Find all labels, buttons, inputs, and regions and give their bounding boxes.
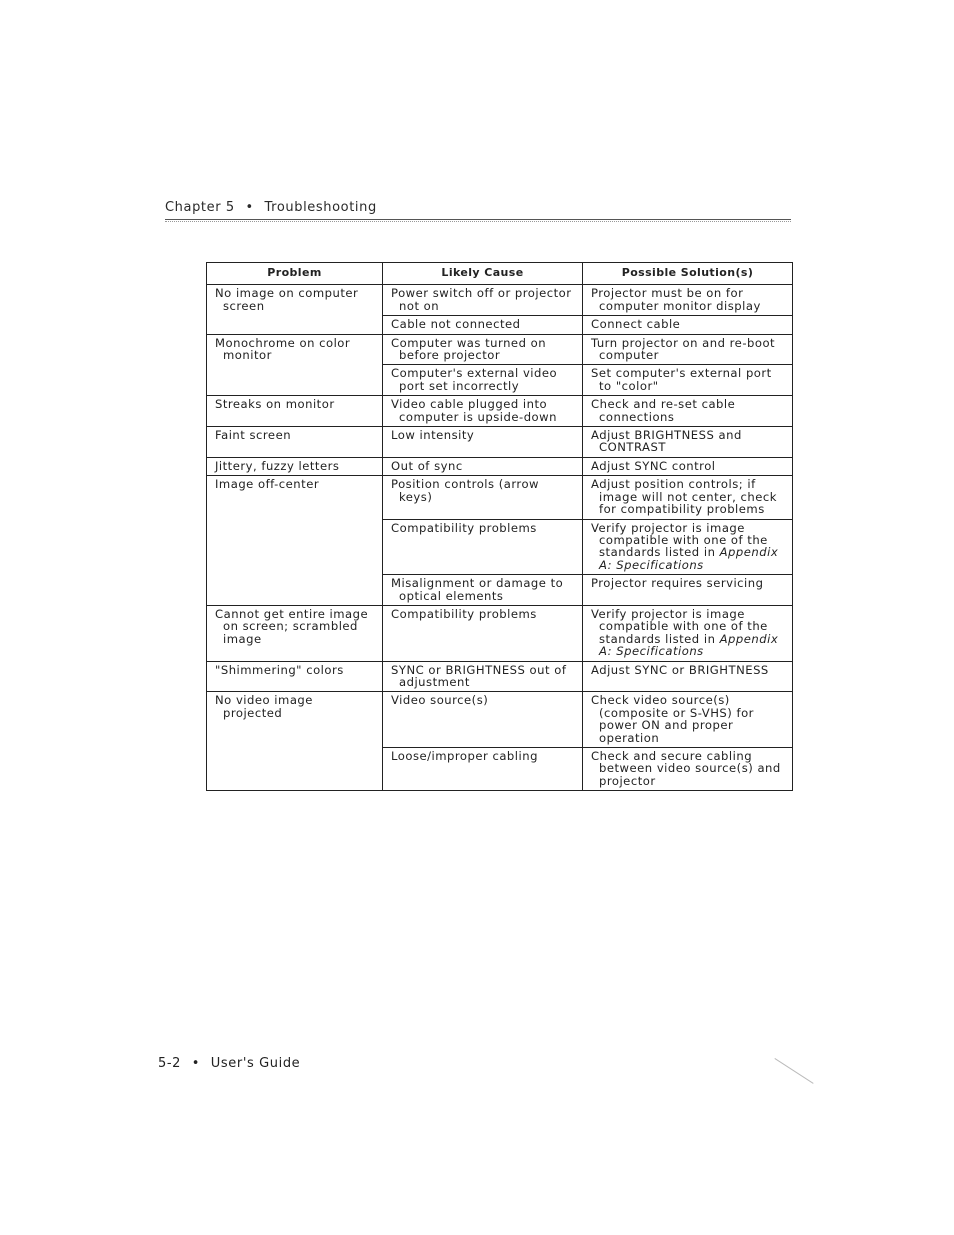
problem-text: Streaks on monitor — [215, 397, 335, 412]
table-row — [207, 661, 793, 692]
cause-text: Video source(s) — [391, 693, 489, 708]
problem-cell — [207, 575, 383, 606]
page-header — [165, 200, 791, 215]
solution-cell — [583, 575, 793, 606]
cause-text: Power switch off or projector not on — [391, 286, 572, 313]
page-number: 5-2 — [158, 1056, 182, 1071]
solution-text: Turn projector on and re-boot computer — [591, 335, 776, 363]
scan-mark — [774, 1058, 814, 1085]
solution-block — [591, 318, 786, 330]
page-footer — [158, 1056, 300, 1071]
cause-text: Position controls (arrow keys) — [391, 477, 540, 504]
cause-text: Loose/improper cabling — [391, 749, 538, 763]
cause-cell — [383, 519, 583, 575]
cause-text: Compatibility problems — [391, 520, 537, 535]
column-header-likely-cause: Likely Cause — [383, 263, 583, 285]
solution-reference: Appendix A: Specifications — [599, 631, 779, 659]
problem-text: Jittery, fuzzy letters — [215, 458, 340, 473]
problem-cell — [207, 661, 383, 692]
cause-text: Compatibility problems — [391, 606, 537, 621]
table-row — [207, 748, 793, 791]
problem-text: Image off-center — [215, 477, 320, 492]
table-row — [207, 316, 793, 334]
cause-cell — [383, 748, 583, 791]
solution-block — [591, 429, 786, 454]
table-row — [207, 575, 793, 606]
header-rule — [165, 219, 791, 220]
solution-cell — [583, 457, 793, 475]
table-row — [207, 285, 793, 316]
table-row — [207, 605, 793, 661]
solution-text: Adjust SYNC control — [591, 458, 716, 473]
cause-text: Misalignment or damage to optical elements — [391, 576, 564, 603]
solution-cell — [583, 476, 793, 519]
solution-block — [591, 367, 786, 392]
solution-block — [591, 577, 786, 589]
solution-block — [591, 460, 786, 472]
solution-text: Adjust SYNC or BRIGHTNESS — [591, 662, 769, 677]
troubleshooting-table — [206, 262, 793, 791]
solution-block — [591, 664, 786, 676]
cause-cell — [383, 316, 583, 334]
table-row — [207, 457, 793, 475]
section-label: Troubleshooting — [264, 200, 377, 215]
solution-text: Check and secure cabling between video source(s) and projector — [591, 749, 781, 788]
solution-text: Projector must be on for computer monitor display — [591, 286, 761, 313]
cause-cell — [383, 692, 583, 748]
table-row — [207, 427, 793, 458]
solution-block — [591, 398, 786, 423]
cause-cell — [383, 396, 583, 427]
problem-cell — [207, 285, 383, 316]
table-row — [207, 476, 793, 519]
solution-text: Connect cable — [591, 317, 681, 332]
header-bullet: • — [245, 200, 254, 215]
troubleshooting-table-container — [206, 262, 792, 791]
problem-cell — [207, 316, 383, 334]
cause-text: Low intensity — [391, 428, 475, 443]
problem-cell — [207, 457, 383, 475]
solution-block — [591, 287, 786, 312]
problem-cell — [207, 692, 383, 748]
solution-cell — [583, 365, 793, 396]
problem-cell — [207, 476, 383, 519]
solution-cell — [583, 748, 793, 791]
solution-cell — [583, 427, 793, 458]
problem-cell — [207, 365, 383, 396]
problem-cell — [207, 334, 383, 365]
cause-cell — [383, 476, 583, 519]
problem-text: Monochrome on color monitor — [215, 335, 351, 363]
column-header-problem: Problem — [207, 263, 383, 285]
cause-cell — [383, 457, 583, 475]
problem-cell — [207, 605, 383, 661]
chapter-label: Chapter 5 — [165, 200, 235, 215]
solution-block — [591, 608, 786, 658]
cause-cell — [383, 427, 583, 458]
solution-text: Check and re-set cable connections — [591, 397, 736, 424]
solution-cell — [583, 661, 793, 692]
solution-cell — [583, 396, 793, 427]
problem-cell — [207, 519, 383, 575]
problem-text: Cannot get entire image on screen; scrambled image — [215, 606, 369, 646]
solution-block — [591, 478, 786, 515]
solution-text: Verify projector is image compatible with one of the standards listed in — [591, 606, 768, 646]
solution-cell — [583, 692, 793, 748]
solution-block — [591, 337, 786, 362]
solution-cell — [583, 334, 793, 365]
problem-text: No video image projected — [215, 693, 313, 720]
solution-cell — [583, 519, 793, 575]
cause-cell — [383, 334, 583, 365]
problem-cell — [207, 427, 383, 458]
cause-text: Cable not connected — [391, 317, 521, 332]
solution-block — [591, 750, 786, 787]
problem-cell — [207, 748, 383, 791]
solution-reference: Appendix A: Specifications — [599, 545, 779, 572]
cause-cell — [383, 605, 583, 661]
problem-text: "Shimmering" colors — [215, 662, 344, 677]
solution-text: Set computer's external port to "color" — [591, 366, 772, 393]
solution-text: Check video source(s) (composite or S-VHS) for power ON and proper operation — [591, 693, 754, 745]
solution-text: Adjust BRIGHTNESS and CONTRAST — [591, 428, 742, 455]
solution-text: Adjust position controls; if image will not center, check for compatibility problems — [591, 477, 777, 517]
header-rule-dotted — [165, 221, 791, 222]
solution-cell — [583, 285, 793, 316]
cause-text: SYNC or BRIGHTNESS out of adjustment — [391, 662, 567, 689]
table-row — [207, 396, 793, 427]
table-row — [207, 692, 793, 748]
guide-title: User's Guide — [210, 1056, 301, 1071]
solution-cell — [583, 316, 793, 334]
cause-cell — [383, 575, 583, 606]
table-row — [207, 334, 793, 365]
cause-text: Computer's external video port set incorrectly — [391, 366, 558, 393]
cause-cell — [383, 285, 583, 316]
cause-text: Video cable plugged into computer is upside-down — [391, 397, 557, 424]
problem-text: Faint screen — [215, 428, 292, 443]
solution-block — [591, 694, 786, 744]
table-body — [207, 285, 793, 791]
problem-text: No image on computer screen — [215, 286, 359, 313]
cause-cell — [383, 661, 583, 692]
table-header-row — [207, 263, 793, 285]
solution-text: Verify projector is image compatible with one of the standards listed in — [591, 520, 768, 560]
table-row — [207, 519, 793, 575]
table-row — [207, 365, 793, 396]
problem-cell — [207, 396, 383, 427]
solution-text: Projector requires servicing — [591, 576, 764, 591]
solution-block — [591, 522, 786, 572]
solution-cell — [583, 605, 793, 661]
cause-cell — [383, 365, 583, 396]
cause-text: Out of sync — [391, 458, 463, 473]
footer-bullet: • — [191, 1056, 201, 1071]
cause-text: Computer was turned on before projector — [391, 335, 547, 363]
column-header-possible-solutions: Possible Solution(s) — [583, 263, 793, 285]
